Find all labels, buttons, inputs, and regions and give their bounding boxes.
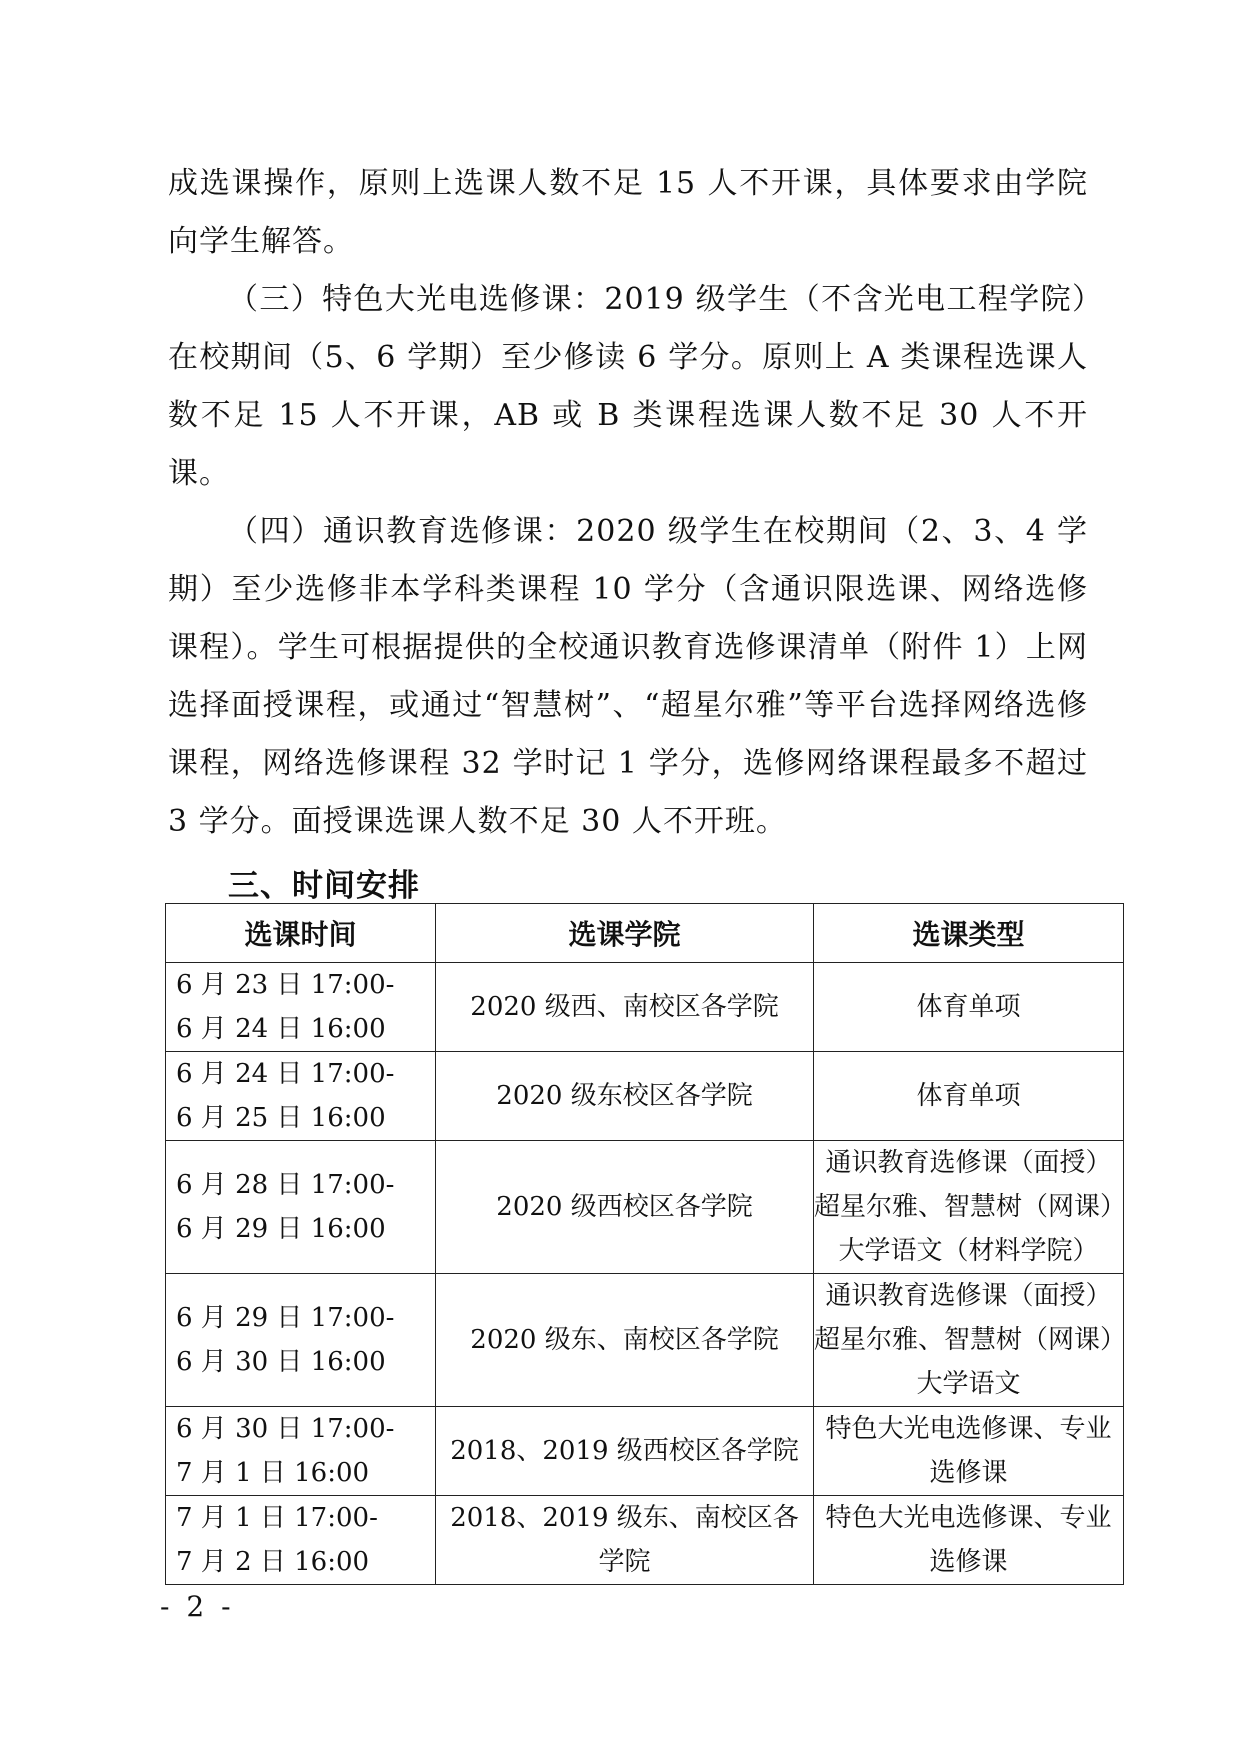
cell-college bbox=[436, 1407, 814, 1496]
cell-time-line: 6 月 23 日 17:00- bbox=[176, 970, 395, 1000]
paragraph-optoelectronics-electives: （三）特色大光电选修课：2019 级学生（不含光电工程学院）在校期间（5、6 学期）至少修读 6 学分。原则上 A 类课程选课人数不足 15 人不开课，AB 或 B 类课程选课人数不足 30 人不开课。 bbox=[168, 282, 1088, 491]
cell-time bbox=[166, 1141, 436, 1274]
cell-type-line: 特色大光电选修课、专业 bbox=[825, 1414, 1112, 1444]
cell-time-line: 6 月 28 日 17:00- bbox=[176, 1170, 395, 1200]
cell-college-line: 2018、2019 级西校区各学院 bbox=[450, 1436, 799, 1466]
table-row bbox=[166, 963, 1124, 1052]
cell-time-line: 6 月 30 日 17:00- bbox=[176, 1414, 395, 1444]
cell-college bbox=[436, 1141, 814, 1274]
section-heading-schedule: 三、时间安排 bbox=[228, 868, 420, 904]
cell-type-line: 通识教育选修课（面授） bbox=[825, 1281, 1112, 1311]
paragraph-general-education-electives: （四）通识教育选修课：2020 级学生在校期间（2、3、4 学期）至少选修非本学科类课程 10 学分（含通识限选课、网络选修课程）。学生可根据提供的全校通识教育选修课清单（附件 1）上网选择面授课程，或通过“智慧树”、“超星尔雅”等平台选择网络选修课程，网络选修课程 32 学时记 1 学分，选修网络课程最多不超过 3 学分。面授课选课人数不足 30 人不开班。 bbox=[168, 514, 1088, 839]
cell-type-line: 选修课 bbox=[929, 1547, 1008, 1577]
cell-time-line: 6 月 30 日 16:00 bbox=[176, 1347, 386, 1377]
cell-type bbox=[814, 1052, 1124, 1141]
header-time: 选课时间 bbox=[166, 904, 436, 963]
cell-time-line: 6 月 24 日 16:00 bbox=[176, 1014, 386, 1044]
table-header-row bbox=[166, 904, 1124, 963]
cell-type-line: 大学语文（材料学院） bbox=[838, 1236, 1099, 1266]
cell-college bbox=[436, 1274, 814, 1407]
cell-time-line: 7 月 1 日 16:00 bbox=[176, 1458, 370, 1488]
cell-college bbox=[436, 963, 814, 1052]
cell-type-line: 体育单项 bbox=[916, 1081, 1021, 1111]
cell-college-line: 2020 级西校区各学院 bbox=[496, 1192, 753, 1222]
table-row bbox=[166, 1407, 1124, 1496]
cell-type bbox=[814, 1274, 1127, 1407]
header-type: 选课类型 bbox=[814, 904, 1124, 963]
cell-college bbox=[436, 1052, 814, 1141]
cell-time bbox=[166, 1052, 436, 1141]
cell-time-line: 6 月 24 日 17:00- bbox=[176, 1059, 395, 1089]
cell-college-line: 2018、2019 级东、南校区各 bbox=[450, 1503, 799, 1533]
page-number: - 2 - bbox=[160, 1590, 235, 1623]
table-row bbox=[166, 1052, 1124, 1141]
cell-time-line: 6 月 25 日 16:00 bbox=[176, 1103, 386, 1133]
cell-college-line: 2020 级东、南校区各学院 bbox=[470, 1325, 779, 1355]
cell-type-line: 通识教育选修课（面授） bbox=[825, 1148, 1112, 1178]
cell-type bbox=[814, 1407, 1124, 1496]
header-college: 选课学院 bbox=[436, 904, 814, 963]
table-row bbox=[166, 1141, 1124, 1274]
schedule-table bbox=[165, 903, 1127, 1585]
cell-type-line: 超星尔雅、智慧树（网课） bbox=[814, 1192, 1127, 1222]
cell-time-line: 6 月 29 日 17:00- bbox=[176, 1303, 395, 1333]
cell-type-line: 特色大光电选修课、专业 bbox=[825, 1503, 1112, 1533]
table-row bbox=[166, 1274, 1124, 1407]
cell-type bbox=[814, 1496, 1124, 1585]
table-row bbox=[166, 1496, 1124, 1585]
cell-time bbox=[166, 1496, 436, 1585]
cell-time bbox=[166, 1274, 436, 1407]
cell-college-line: 2020 级西、南校区各学院 bbox=[470, 992, 779, 1022]
cell-type bbox=[814, 1141, 1127, 1274]
cell-college bbox=[436, 1496, 814, 1585]
cell-college-line: 学院 bbox=[598, 1547, 651, 1577]
cell-type-line: 选修课 bbox=[929, 1458, 1008, 1488]
cell-time bbox=[166, 1407, 436, 1496]
cell-type-line: 超星尔雅、智慧树（网课） bbox=[814, 1325, 1127, 1355]
cell-time-line: 6 月 29 日 16:00 bbox=[176, 1214, 386, 1244]
cell-time-line: 7 月 1 日 17:00- bbox=[176, 1503, 378, 1533]
cell-type-line: 体育单项 bbox=[916, 992, 1021, 1022]
cell-time bbox=[166, 963, 436, 1052]
cell-college-line: 2020 级东校区各学院 bbox=[496, 1081, 753, 1111]
paragraph-continuation: 成选课操作，原则上选课人数不足 15 人不开课，具体要求由学院向学生解答。 bbox=[168, 166, 1088, 259]
cell-type bbox=[814, 963, 1124, 1052]
cell-time-line: 7 月 2 日 16:00 bbox=[176, 1547, 370, 1577]
cell-type-line: 大学语文 bbox=[916, 1369, 1021, 1399]
